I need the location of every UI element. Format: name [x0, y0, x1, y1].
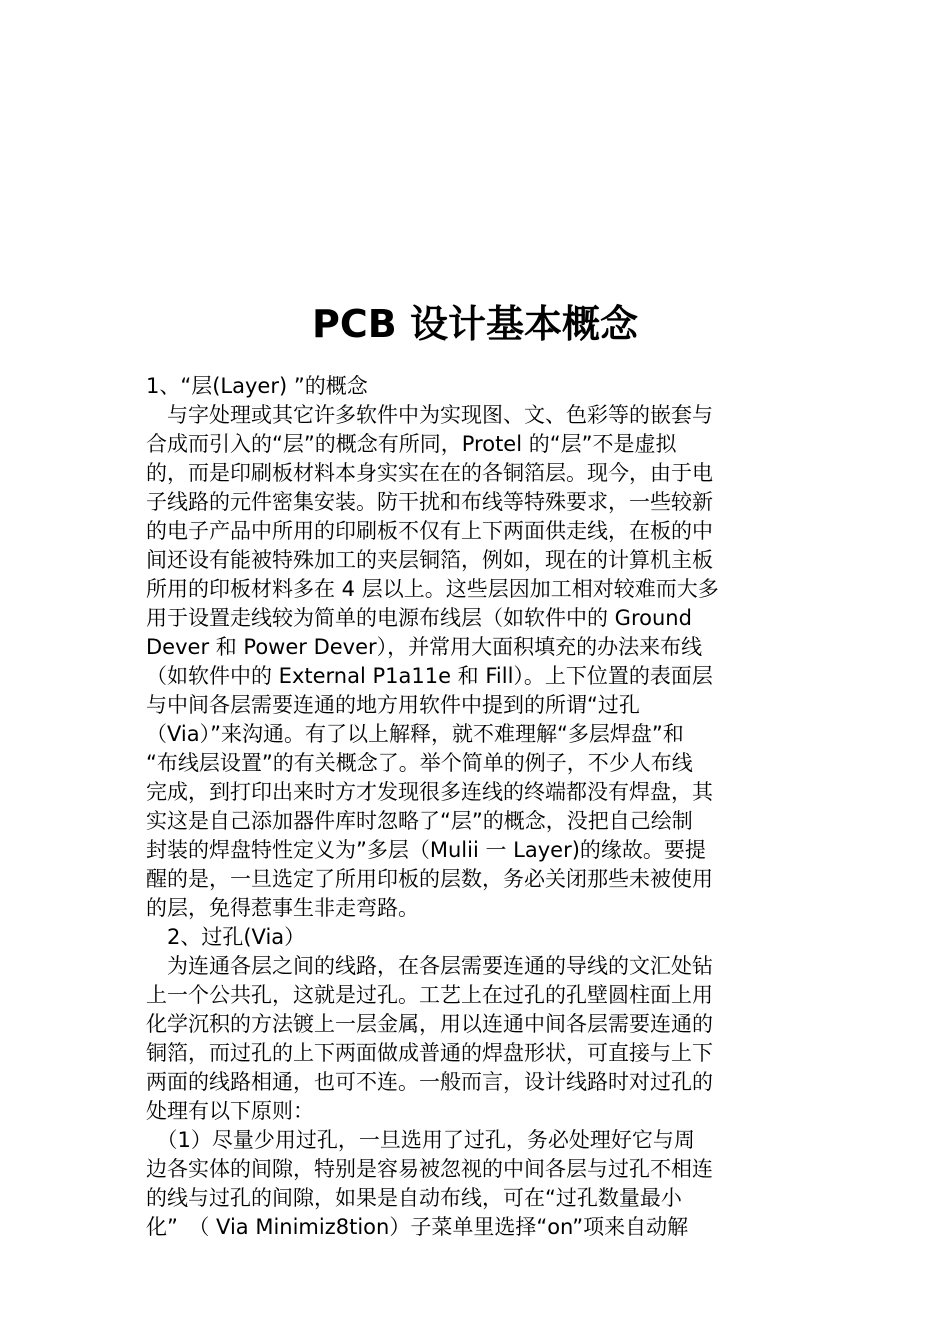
- paragraph-line: 完成，到打印出来时方才发现很多连线的终端都没有焊盘，其: [146, 780, 713, 804]
- paragraph-line: 与字处理或其它许多软件中为实现图、文、色彩等的嵌套与: [146, 403, 713, 427]
- paragraph-line: （Via）”来沟通。有了以上解释，就不难理解“多层焊盘”和: [146, 722, 684, 746]
- paragraph-line: 所用的印板材料多在 4 层以上。这些层因加工相对较难而大多: [146, 577, 719, 601]
- paragraph-line: 两面的线路相通，也可不连。一般而言，设计线路时对过孔的: [146, 1070, 713, 1094]
- paragraph-line: 的电子产品中所用的印刷板不仅有上下两面供走线，在板的中: [146, 519, 713, 543]
- paragraph-line: 用于设置走线较为简单的电源布线层（如软件中的 Ground: [146, 606, 692, 630]
- paragraph-line: （1）尽量少用过孔，一旦选用了过孔，务必处理好它与周: [146, 1128, 695, 1152]
- paragraph-line: Dever 和 Power Dever），并常用大面积填充的办法来布线: [146, 635, 703, 659]
- section-heading-via: 2、过孔(Via）: [146, 925, 306, 949]
- paragraph-line: 上一个公共孔，这就是过孔。工艺上在过孔的孔壁圆柱面上用: [146, 983, 713, 1007]
- paragraph-line: （如软件中的 External P1a11e 和 Fill）。上下位置的表面层: [146, 664, 713, 688]
- paragraph-line: 边各实体的间隙，特别是容易被忽视的中间各层与过孔不相连: [146, 1157, 713, 1181]
- paragraph-line: 处理有以下原则：: [146, 1099, 314, 1123]
- paragraph-line: 铜箔，而过孔的上下两面做成普通的焊盘形状，可直接与上下: [146, 1041, 713, 1065]
- paragraph-line: 封装的焊盘特性定义为”多层（Mulii 一 Layer)的缘故。要提: [146, 838, 706, 862]
- section-heading-layer: 1、“层(Layer) ”的概念: [146, 374, 368, 398]
- document-title: PCB 设计基本概念: [312, 302, 638, 346]
- paragraph-line: 的层，免得惹事生非走弯路。: [146, 896, 419, 920]
- paragraph-line: 合成而引入的“层”的概念有所同，Protel 的“层”不是虚拟: [146, 432, 677, 456]
- paragraph-line: 实这是自己添加器件库时忽略了“层”的概念，没把自己绘制: [146, 809, 693, 833]
- paragraph-line: “布线层设置”的有关概念了。举个简单的例子，不少人布线: [146, 751, 693, 775]
- paragraph-line: 子线路的元件密集安装。防干扰和布线等特殊要求，一些较新: [146, 490, 713, 514]
- paragraph-line: 化” （ Via Minimiz8tion）子菜单里选择“on”项来自动解: [146, 1215, 689, 1239]
- paragraph-line: 醒的是，一旦选定了所用印板的层数，务必关闭那些未被使用: [146, 867, 713, 891]
- paragraph-line: 化学沉积的方法镀上一层金属，用以连通中间各层需要连通的: [146, 1012, 713, 1036]
- paragraph-line: 与中间各层需要连通的地方用软件中提到的所谓“过孔: [146, 693, 640, 717]
- paragraph-line: 间还设有能被特殊加工的夹层铜箔，例如，现在的计算机主板: [146, 548, 713, 572]
- paragraph-line: 的线与过孔的间隙，如果是自动布线，可在“过孔数量最小: [146, 1186, 682, 1210]
- paragraph-line: 的，而是印刷板材料本身实实在在的各铜箔层。现今，由于电: [146, 461, 713, 485]
- document-body: [146, 372, 808, 1242]
- paragraph-line: 为连通各层之间的线路，在各层需要连通的导线的文汇处钻: [146, 954, 713, 978]
